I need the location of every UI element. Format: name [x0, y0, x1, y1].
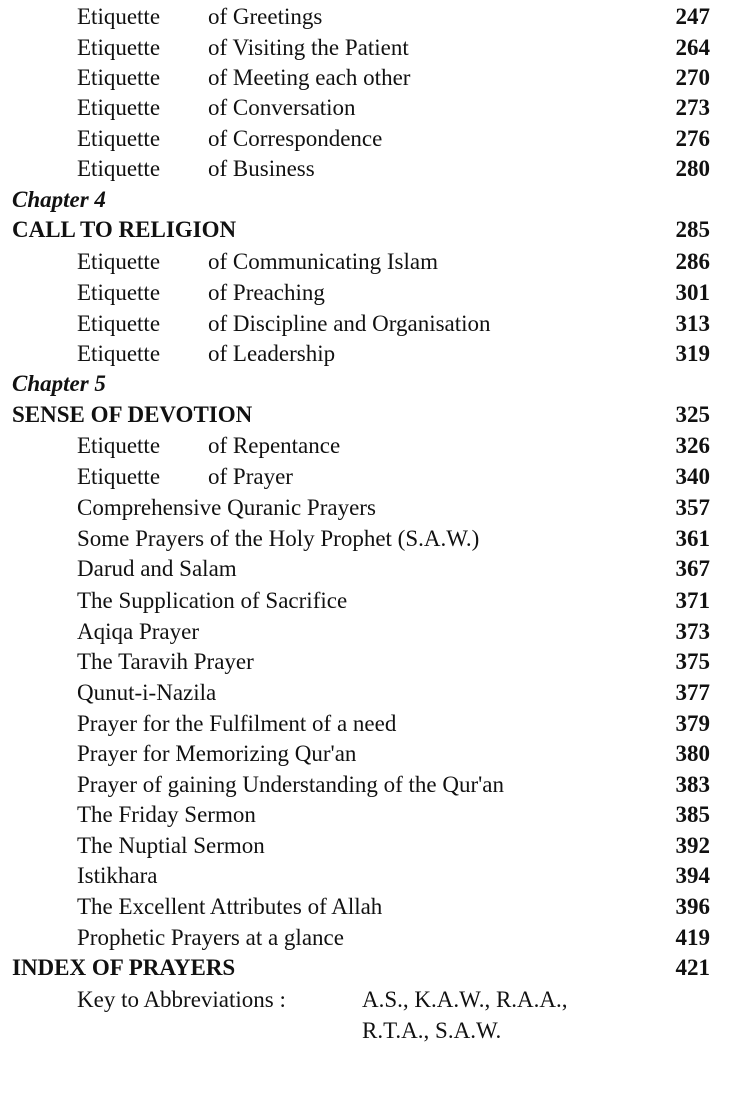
page-number: 383	[675, 772, 710, 797]
page-number: 286	[675, 249, 710, 274]
entry-title: of Conversation	[208, 95, 356, 120]
entry-prefix: Etiquette	[77, 126, 161, 151]
index-heading: INDEX OF PRAYERS	[12, 955, 236, 980]
entry-title: of Meeting each other	[208, 65, 411, 90]
toc-entry	[0, 738, 732, 769]
entry-title: of Visiting the Patient	[208, 35, 409, 60]
toc-entry	[0, 646, 732, 677]
page-number: 373	[675, 619, 710, 644]
chapter-5-label: Chapter 5	[12, 371, 106, 396]
toc-entry	[0, 830, 732, 861]
toc-entry	[0, 677, 732, 708]
index-heading-row	[0, 952, 732, 983]
page-number: 361	[675, 526, 710, 551]
toc-entry	[0, 585, 732, 616]
toc-entry	[0, 461, 732, 492]
entry-title: of Greetings	[208, 4, 323, 29]
toc-entry	[0, 1, 732, 32]
toc-entry	[0, 153, 732, 184]
entry-title: Darud and Salam	[77, 556, 237, 581]
page-number: 340	[675, 464, 710, 489]
toc-entry	[0, 523, 732, 554]
entry-title: of Prayer	[208, 464, 293, 489]
toc-entry	[0, 922, 732, 953]
toc-entry	[0, 616, 732, 647]
toc-entry	[0, 492, 732, 523]
page-number: 270	[675, 65, 710, 90]
entry-title: Some Prayers of the Holy Prophet (S.A.W.)	[77, 526, 480, 551]
page-number: 377	[675, 680, 710, 705]
page-number: 367	[675, 556, 710, 581]
page-number: 301	[675, 280, 710, 305]
entry-prefix: Etiquette	[77, 95, 161, 120]
entry-title: Aqiqa Prayer	[77, 619, 199, 644]
page-number: 371	[675, 588, 710, 613]
toc-entry	[0, 92, 732, 123]
page-number: 392	[675, 833, 710, 858]
page-number: 379	[675, 711, 710, 736]
page-number: 325	[675, 402, 710, 427]
entry-prefix: Etiquette	[77, 280, 161, 305]
entry-title: Prayer for the Fulfilment of a need	[77, 711, 397, 736]
chapter-heading	[0, 214, 732, 245]
toc-entry	[0, 553, 732, 584]
entry-title: The Nuptial Sermon	[77, 833, 265, 858]
toc-entry	[0, 891, 732, 922]
chapter-heading	[0, 399, 732, 430]
chapter-4-label: Chapter 4	[12, 187, 106, 212]
entry-prefix: Etiquette	[77, 311, 161, 336]
page-number: 264	[675, 35, 710, 60]
page-number: 280	[675, 156, 710, 181]
toc-entry	[0, 308, 732, 339]
entry-title: Istikhara	[77, 863, 158, 888]
abbreviations-label: Key to Abbreviations :	[77, 987, 286, 1012]
toc-entry	[0, 430, 732, 461]
chapter-4-heading: CALL TO RELIGION	[12, 217, 237, 242]
entry-title: of Correspondence	[208, 126, 383, 151]
entry-title: Qunut-i-Nazila	[77, 680, 217, 705]
abbreviations-row	[0, 1015, 732, 1046]
toc-entry	[0, 708, 732, 739]
entry-prefix: Etiquette	[77, 433, 161, 458]
entry-title: of Business	[208, 156, 315, 181]
toc-entry	[0, 246, 732, 277]
page-number: 319	[675, 341, 710, 366]
toc-entry	[0, 277, 732, 308]
entry-prefix: Etiquette	[77, 65, 161, 90]
page-number: 385	[675, 802, 710, 827]
chapter-5-heading: SENSE OF DEVOTION	[12, 402, 253, 427]
entry-prefix: Etiquette	[77, 341, 161, 366]
page-number: 247	[675, 4, 710, 29]
chapter-label	[0, 184, 732, 215]
entry-title: Prophetic Prayers at a glance	[77, 925, 344, 950]
entry-title: The Excellent Attributes of Allah	[77, 894, 383, 919]
page-number: 313	[675, 311, 710, 336]
entry-title: The Friday Sermon	[77, 802, 256, 827]
toc-entry	[0, 123, 732, 154]
entry-title: The Taravih Prayer	[77, 649, 254, 674]
page-number: 326	[675, 433, 710, 458]
entry-prefix: Etiquette	[77, 35, 161, 60]
page-number: 394	[675, 863, 710, 888]
entry-title: Prayer of gaining Understanding of the Qur'an	[77, 772, 504, 797]
entry-prefix: Etiquette	[77, 249, 161, 274]
entry-title: The Supplication of Sacrifice	[77, 588, 348, 613]
page-number: 357	[675, 495, 710, 520]
abbreviations-line-1: A.S., K.A.W., R.A.A.,	[362, 987, 568, 1012]
toc-entry	[0, 32, 732, 63]
toc-entry	[0, 769, 732, 800]
entry-prefix: Etiquette	[77, 156, 161, 181]
page-number: 273	[675, 95, 710, 120]
abbreviations-line-2: R.T.A., S.A.W.	[362, 1018, 502, 1043]
page-number: 421	[675, 955, 710, 980]
toc-entry	[0, 338, 732, 369]
page-number: 375	[675, 649, 710, 674]
entry-title: of Communicating Islam	[208, 249, 438, 274]
entry-title: of Repentance	[208, 433, 341, 458]
page-number: 380	[675, 741, 710, 766]
entry-title: of Discipline and Organisation	[208, 311, 491, 336]
chapter-label	[0, 368, 732, 399]
abbreviations-row	[0, 984, 732, 1015]
page-number: 419	[675, 925, 710, 950]
toc-entry	[0, 799, 732, 830]
entry-prefix: Etiquette	[77, 464, 161, 489]
entry-title: Prayer for Memorizing Qur'an	[77, 741, 357, 766]
entry-title: of Preaching	[208, 280, 325, 305]
page-number: 276	[675, 126, 710, 151]
toc-entry	[0, 62, 732, 93]
entry-prefix: Etiquette	[77, 4, 161, 29]
toc-entry	[0, 860, 732, 891]
page-number: 396	[675, 894, 710, 919]
entry-title: Comprehensive Quranic Prayers	[77, 495, 376, 520]
page-number: 285	[675, 217, 710, 242]
entry-title: of Leadership	[208, 341, 336, 366]
